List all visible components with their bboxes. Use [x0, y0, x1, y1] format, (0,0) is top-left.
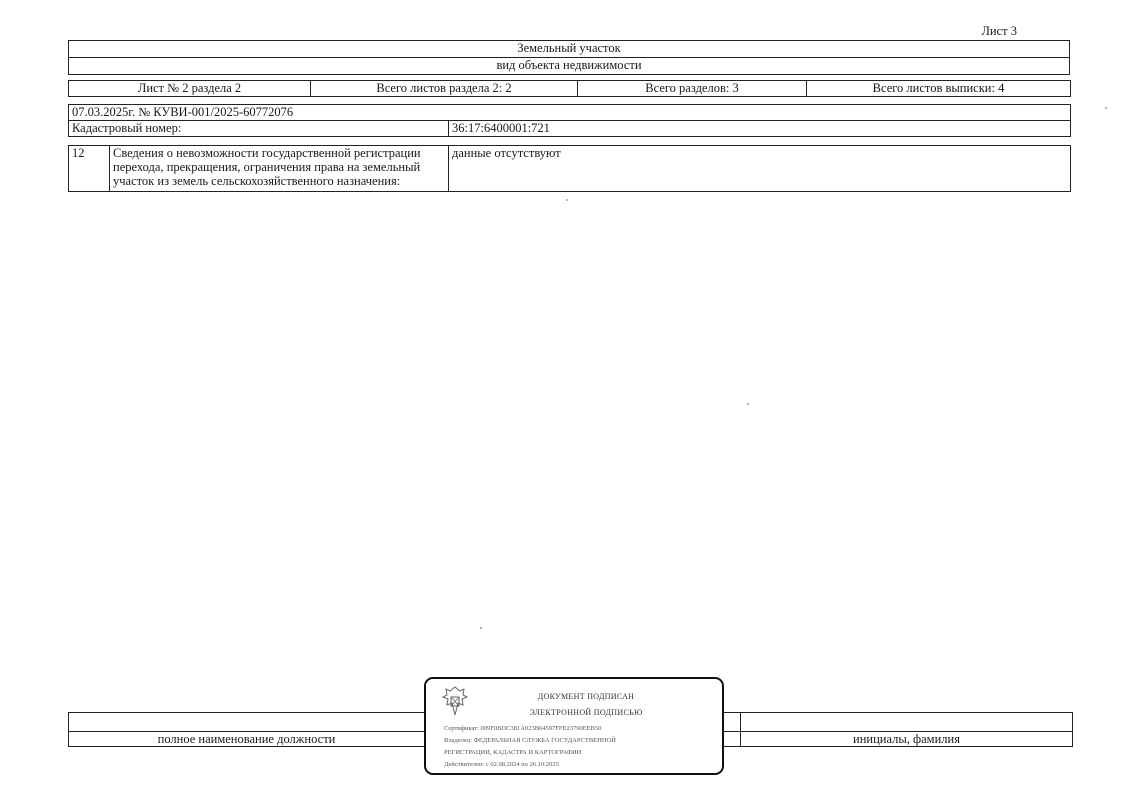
- document-id-table: [68, 104, 1071, 137]
- stamp-validity: Действителен: с 02.08.2024 по 26.10.2025: [444, 761, 559, 768]
- stamp-title-line2: ЭЛЕКТРОННОЙ ПОДПИСЬЮ: [529, 708, 643, 717]
- row-label: Сведения о невозможности государственной регистрации перехода, прекращения, ограничения права на земельный участок из земель сельскохозяйственного назначения:: [110, 146, 449, 192]
- sheet-number: Лист 3: [981, 24, 1017, 38]
- electronic-signature-stamp: [424, 677, 724, 775]
- scan-speck: [480, 627, 482, 629]
- cadastral-value: 36:17:6400001:721: [449, 121, 1071, 137]
- scan-speck: [747, 403, 749, 405]
- stamp-title-line1: ДОКУМЕНТ ПОДПИСАН: [537, 692, 635, 701]
- total-sheets-section: Всего листов раздела 2: 2: [311, 81, 578, 97]
- stamp-owner-line1: Владелец: ФЕДЕРАЛЬНАЯ СЛУЖБА ГОСУДАРСТВЕННОЙ: [444, 737, 616, 744]
- sheet-of-section: Лист № 2 раздела 2: [69, 81, 311, 97]
- sheets-info-table: [68, 80, 1071, 97]
- position-caption: полное наименование должности: [69, 732, 425, 747]
- stamp-certificate: Сертификат: 009F0BDC381A023B64597FFE23790EEB50: [444, 725, 602, 732]
- position-field: [69, 713, 425, 732]
- date-number: 07.03.2025г. № КУВИ-001/2025-60772076: [69, 105, 1071, 121]
- initials-caption: инициалы, фамилия: [741, 732, 1073, 747]
- emblem-icon: [440, 685, 470, 719]
- initials-field: [741, 713, 1073, 732]
- total-sections: Всего разделов: 3: [578, 81, 807, 97]
- total-sheets-extract: Всего листов выписки: 4: [807, 81, 1071, 97]
- info-table: [68, 145, 1071, 192]
- row-value: данные отсутствуют: [449, 146, 1071, 192]
- scan-speck: [1105, 107, 1107, 109]
- object-kind-caption: вид объекта недвижимости: [69, 58, 1070, 75]
- row-number: 12: [69, 146, 110, 192]
- cadastral-label: Кадастровый номер:: [69, 121, 449, 137]
- scan-speck: [566, 199, 568, 201]
- object-header-table: [68, 40, 1070, 75]
- stamp-owner-line2: РЕГИСТРАЦИИ, КАДАСТРА И КАРТОГРАФИИ: [444, 749, 582, 756]
- object-type: Земельный участок: [69, 41, 1070, 58]
